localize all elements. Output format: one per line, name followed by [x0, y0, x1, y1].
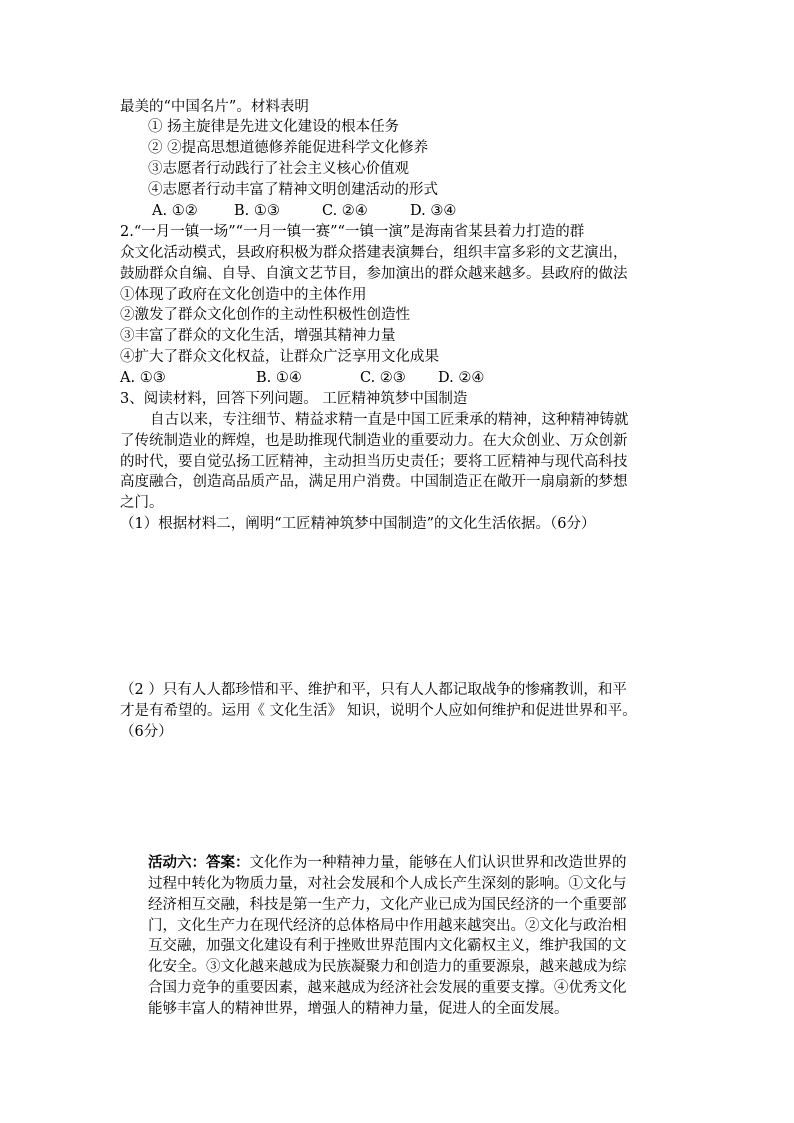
- q2-statement-2: ②激发了群众文化创作的主动性积极性创造性: [120, 307, 410, 323]
- q2-option-a: A. ①③: [120, 370, 166, 386]
- answer-line-8: 能够丰富人的精神世界，增强人的精神力量，促进人的全面发展。: [148, 1001, 569, 1017]
- q2-stem-line-3: 鼓励群众自编、自导、自演文艺节目，参加演出的群众越来越多。县政府的做法: [120, 266, 628, 282]
- q2-option-c: C. ②③: [360, 370, 406, 386]
- q1-option-d: D. ③④: [410, 203, 457, 219]
- q3-intro: 3、阅读材料，回答下列问题。 工匠精神筑梦中国制造: [120, 391, 468, 407]
- q1-stem-tail: 最美的“中国名片”。材料表明: [120, 99, 309, 115]
- q2-option-b: B. ①④: [256, 370, 302, 386]
- answer-line-5: 互交融，加强文化建设有利于挫败世界范围内文化霸权主义，维护我国的文: [148, 938, 627, 954]
- q2-statement-1: ①体现了政府在文化创造中的主体作用: [120, 287, 367, 303]
- answer-line-2: 过程中转化为物质力量，对社会发展和个人成长产生深刻的影响。①文化与: [148, 876, 627, 892]
- q1-option-b: B. ①③: [234, 203, 280, 219]
- q3-material-line-3: 的时代，要自觉弘扬工匠精神，主动担当历史责任；要将工匠精神与现代高科技: [120, 454, 628, 470]
- answer-line-7: 合国力竞争的重要因素，越来越成为经济社会发展的重要支撑。④优秀文化: [148, 980, 627, 996]
- q3-material-line-2: 了传统制造业的辉煌，也是助推现代制造业的重要动力。在大众创业、万众创新: [120, 433, 628, 449]
- answer-text-1: 文化作为一种精神力量，能够在人们认识世界和改造世界的: [249, 855, 627, 871]
- answer-line-6: 化安全。③文化越来越成为民族凝聚力和创造力的重要源泉，越来越成为综: [148, 959, 627, 975]
- q1-statement-4: ④志愿者行动丰富了精神文明创建活动的形式: [148, 182, 438, 198]
- q2-options: [120, 368, 484, 388]
- q1-statement-2: ② ②提高思想道德修养能促进科学文化修养: [148, 140, 429, 156]
- q2-statement-3: ③丰富了群众的文化生活，增强其精神力量: [120, 328, 396, 344]
- q1-option-c: C. ②④: [322, 203, 368, 219]
- q1-statement-3: ③志愿者行动践行了社会主义核心价值观: [148, 161, 409, 177]
- q3-material-line-5: 之门。: [120, 495, 164, 511]
- q2-stem-line-2: 众文化活动模式，县政府积极为群众搭建表演舞台，组织丰富多彩的文艺演出，: [120, 245, 628, 261]
- q3-sub-question-2-line-3: （6分）: [120, 724, 173, 740]
- q3-sub-question-2-line-1: （2 ）只有人人都珍惜和平、维护和平，只有人人都记取战争的惨痛教训，和平: [120, 682, 627, 698]
- q3-material-line-4: 高度融合，创造高品质产品，满足用户消费。中国制造正在敞开一扇扇新的梦想: [120, 474, 628, 490]
- q2-statement-4: ④扩大了群众文化权益，让群众广泛享用文化成果: [120, 349, 439, 365]
- answer-line-4: 门，文化生产力在现代经济的总体格局中作用越来越突出。②文化与政治相: [148, 918, 627, 934]
- q3-sub-question-1: （1）根据材料二，阐明“工匠精神筑梦中国制造”的文化生活依据。（6分）: [120, 516, 596, 532]
- q1-option-a: A. ①②: [152, 203, 198, 219]
- q1-statement-1: ① 扬主旋律是先进文化建设的根本任务: [148, 119, 400, 135]
- answer-line-1: [148, 853, 627, 873]
- q2-stem-line-1: 2.“一月一镇一场”“一月一镇一赛”“一镇一演”是海南省某县着力打造的群: [120, 224, 585, 240]
- answer-label: 活动六：答案：: [148, 854, 250, 871]
- answer-line-3: 经济相互交融，科技是第一生产力，文化产业已成为国民经济的一个重要部: [148, 897, 627, 913]
- q2-option-d: D. ②④: [438, 370, 485, 386]
- q1-options: [152, 201, 456, 221]
- q3-sub-question-2-line-2: 才是有希望的。运用《 文化生活》 知识，说明个人应如何维护和促进世界和平。: [120, 703, 637, 719]
- q3-material-line-1: 自古以来，专注细节、精益求精一直是中国工匠秉承的精神，这种精神铸就: [150, 412, 629, 428]
